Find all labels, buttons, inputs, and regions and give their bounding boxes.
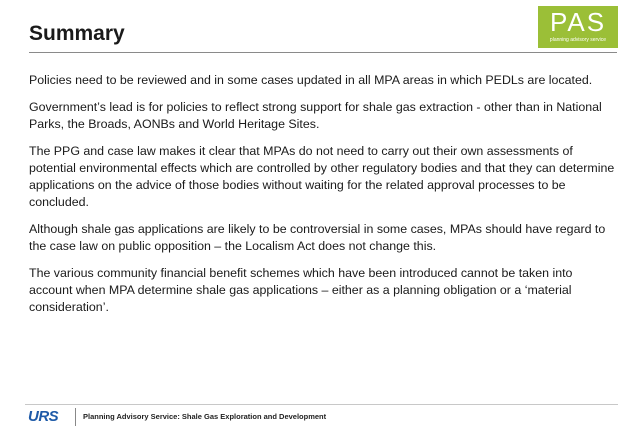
footer-caption: Planning Advisory Service: Shale Gas Exploration and Development xyxy=(83,412,327,421)
summary-paragraph-1: Policies need to be reviewed and in some cases updated in all MPA areas in which PEDLs are located. xyxy=(29,73,593,87)
footer-divider xyxy=(25,404,618,405)
page-title: Summary xyxy=(29,22,125,45)
title-divider xyxy=(29,52,617,53)
summary-paragraph-3: The PPG and case law makes it clear that MPAs do not need to carry out their own assessments of potential environmental effects which are controlled by other regulatory bodies and that they can determine applications on the advice of those bodies without waiting for the related approval processes to be concluded. xyxy=(29,144,615,209)
footer-separator xyxy=(75,408,76,426)
pas-logo xyxy=(538,6,618,48)
pas-logo-text: PAS xyxy=(549,7,607,37)
summary-paragraph-5: The various community financial benefit schemes which have been introduced cannot be taken into account when MPA determine shale gas applications – either as a planning obligation or a ‘material consideration’. xyxy=(29,266,573,314)
summary-paragraph-4: Although shale gas applications are likely to be controversial in some cases, MPAs should have regard to the case law on public opposition – the Localism Act does not change this. xyxy=(29,222,606,253)
pas-logo-subtitle: planning advisory service xyxy=(549,37,607,43)
urs-logo xyxy=(28,409,74,425)
urs-logo-text: URS xyxy=(28,408,59,425)
summary-body xyxy=(29,72,617,326)
summary-paragraph-2: Government’s lead is for policies to reflect strong support for shale gas extraction - other than in National Parks, the Broads, AONBs and World Heritage Sites. xyxy=(29,100,602,131)
